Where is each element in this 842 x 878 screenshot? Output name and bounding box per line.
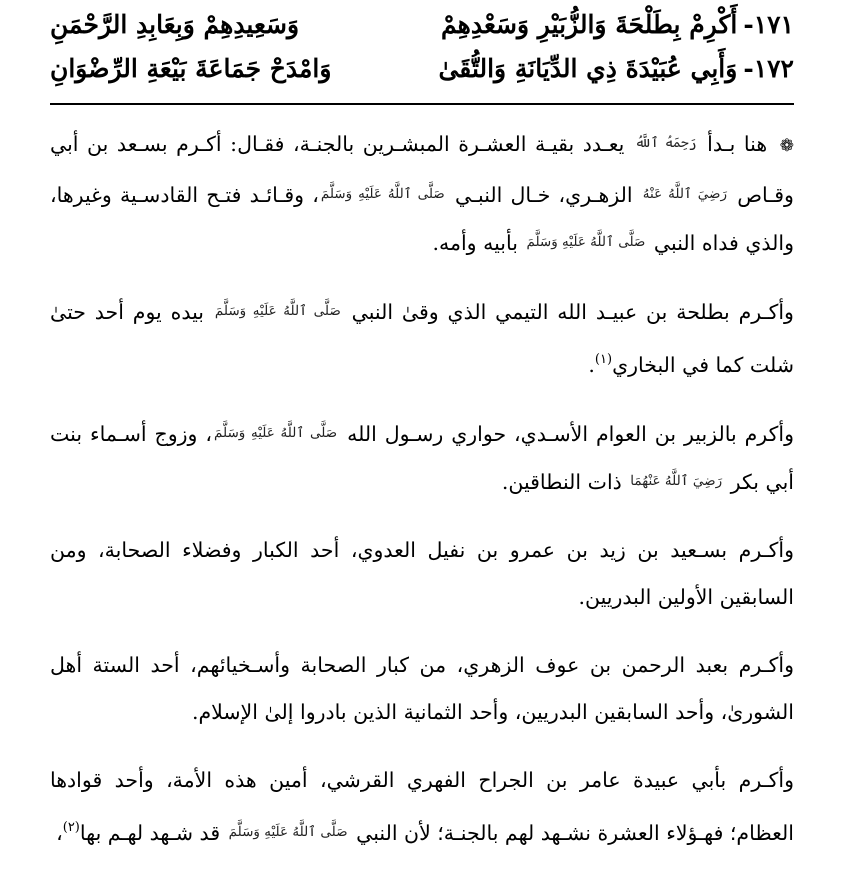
honorific-salallahu: صَلَّى ٱللَّهُ عَلَيْهِ وَسَلَّمَ <box>320 185 445 202</box>
paragraph-text: هنا بـدأ <box>707 132 768 156</box>
paragraph-said <box>50 527 794 622</box>
paragraph-text: قد شـهد لهـم بها <box>79 821 221 845</box>
honorific-salallahu: صَلَّى ٱللَّهُ عَلَيْهِ وَسَلَّمَ <box>213 424 338 441</box>
paragraph-text: وأكـرم بعبد الرحمن بن عوف الزهري، من كبار الصحابة وأسـخيائهم، أحد الستة أهل الشورىٰ، وأحد السابقين البدريين، وأحد الثمانية الذين بادروا إلىٰ الإسلام. <box>50 652 794 724</box>
verse-number: ١٧٢- <box>743 54 794 83</box>
hemistich-text: أَكْرِمْ بِطَلْحَةَ وَالزُّبَيْرِ وَسَعْدِهِمْ <box>441 10 738 39</box>
paragraph-text: وأكرم بالزبير بن العوام الأسـدي، حواري رسـول الله <box>347 421 794 446</box>
honorific-salallahu: صَلَّى ٱللَّهُ عَلَيْهِ وَسَلَّمَ <box>228 824 348 840</box>
verse-171-second-hemistich: وَسَعِيدِهِمْ وَبِعَابِدِ الرَّحْمَنِ <box>50 10 300 39</box>
footnote-marker[interactable]: (٢) <box>62 820 80 835</box>
paragraph-text: يعـدد بقيـة العشـرة المبشـرين بالجنـة، فقـال: أكـرم بسـعد بن أبي وقـاص <box>50 132 794 207</box>
poem-verses <box>50 10 794 98</box>
verse-171 <box>50 10 794 54</box>
honorific-radiallahu-anhuma: رَضِيَ ٱللَّهُ عَنْهُمَا <box>630 473 723 489</box>
honorific-rahimahullah: رَحِمَهُ ٱللَّهُ <box>634 135 697 151</box>
paragraph-zubair <box>50 410 794 507</box>
paragraph-text: ، <box>56 821 63 845</box>
paragraph-text: وأكـرم بأبي عبيدة عامر بن الجراح الفهري القرشي، أمين هذه الأمة، وأحد قوادها العظام؛ فهـؤلاء العشرة نشـهد لهم بالجنـة؛ لأن النبي <box>50 767 794 845</box>
commentary <box>50 120 794 878</box>
separator-rule <box>50 103 794 105</box>
verse-172-second-hemistich: وَامْدَحْ جَمَاعَةَ بَيْعَةِ الرِّضْوَانِ <box>50 54 332 83</box>
verse-number: ١٧١- <box>743 10 794 39</box>
honorific-salallahu: صَلَّى ٱللَّهُ عَلَيْهِ وَسَلَّمَ <box>526 234 646 250</box>
paragraph-text: وأكـرم بطلحة بن عبيـد الله التيمي الذي وقىٰ النبي <box>351 299 794 324</box>
paragraph-talha <box>50 288 794 390</box>
paragraph-text: بيده يوم أحد حتىٰ شلت كما في البخاري <box>50 299 794 377</box>
paragraph-abu-ubaida <box>50 757 794 858</box>
hemistich-text: وَأَبِي عُبَيْدَةَ ذِي الدِّيَانَةِ وَالتُّقَىٰ <box>438 54 738 83</box>
paragraph-text: ، وزوج أسـماء بنت أبي بكر <box>50 421 794 494</box>
paragraph-text: بأبيه وأمه. <box>432 231 518 255</box>
footnote-marker[interactable]: (١) <box>594 352 613 367</box>
verse-172-first-hemistich <box>438 54 794 83</box>
paragraph-abdulrahman <box>50 642 794 737</box>
paragraph-text: الزهـري، خـال النبـي <box>454 182 633 207</box>
paragraph-text: ذات النطاقين. <box>501 470 622 494</box>
verse-172 <box>50 54 794 98</box>
paragraph-intro <box>50 120 794 268</box>
flower-ornament-icon: ❁ <box>779 136 794 156</box>
paragraph-text: . <box>588 353 595 377</box>
honorific-radiallahu-anhu: رَضِيَ ٱللَّهُ عَنْهُ <box>642 185 728 202</box>
paragraph-text: ، وقـائـد فتـح القادسـية وغيرها، والذي فداه النبي <box>50 182 794 255</box>
paragraph-text: وأكـرم بسـعيد بن زيد بن عمرو بن نفيل العدوي، أحد الكبار وفضلاء الصحابة، ومن السابقين الأولين البدريين. <box>50 537 794 609</box>
honorific-salallahu: صَلَّى ٱللَّهُ عَلَيْهِ وَسَلَّمَ <box>214 302 341 319</box>
verse-171-first-hemistich <box>441 10 794 39</box>
